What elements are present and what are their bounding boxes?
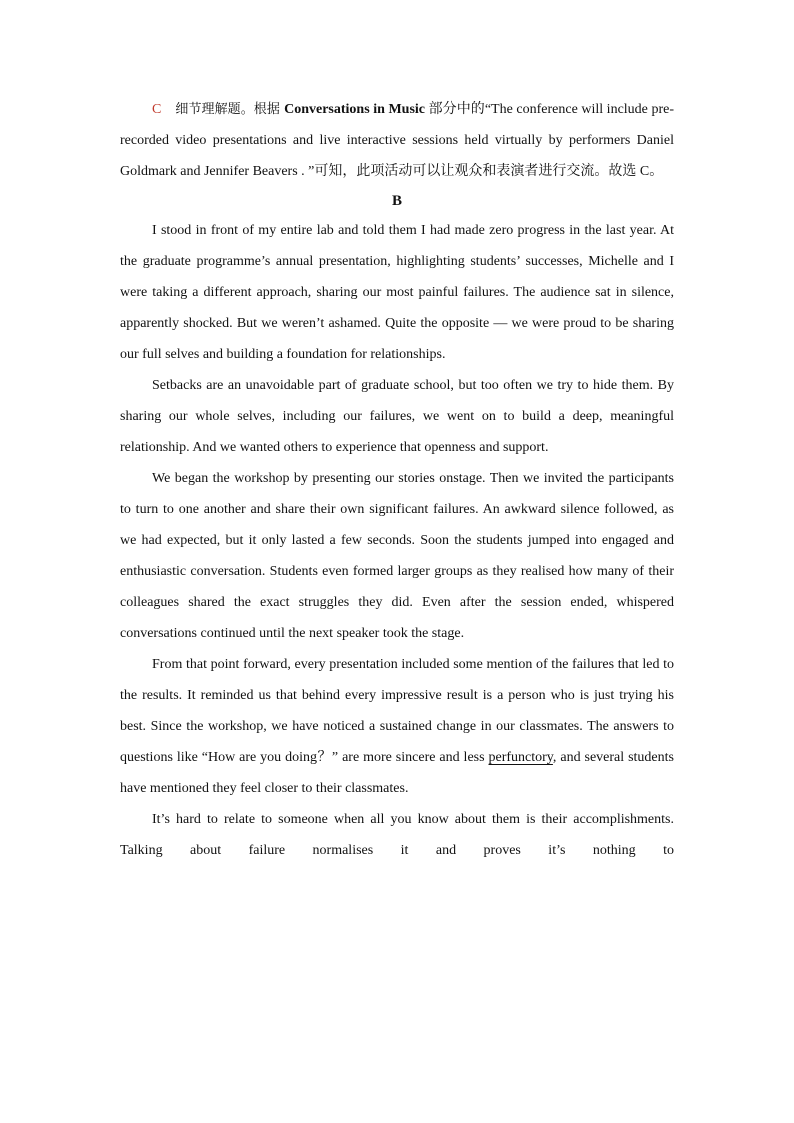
answer-explanation — [120, 94, 674, 187]
underlined-word: perfunctory — [488, 750, 553, 765]
passage-paragraph-3: We began the workshop by presenting our stories onstage. Then we invited the participants to turn to one another and share their own significant failures. An awkward silence followed, as we had expected, but it only lasted a few seconds. Soon the students jumped into engaged and enthusiastic conversation. Students even formed larger groups as they realised how many of their colleagues shared the exact struggles they did. Even after the session ended, whispered conversations continued until the next speaker took the stage. — [120, 471, 674, 641]
paragraph-4-after: , and several students have mentioned they feel closer to their classmates. — [120, 750, 674, 796]
passage-paragraph-5: It’s hard to relate to someone when all you know about them is their accomplishments. Talking about failure normalises it and proves it’s nothing to — [120, 812, 674, 858]
passage-paragraph-1: I stood in front of my entire lab and told them I had made zero progress in the last year. At the graduate programme’s annual presentation, highlighting students’ successes, Michelle and I were taking a different approach, sharing our most painful failures. The audience sat in silence, apparently shocked. But we weren’t ashamed. Quite the opposite — we were proud to be sharing our full selves and building a foundation for relationships. — [120, 223, 674, 362]
passage-paragraph-4 — [120, 649, 674, 804]
section-title: B — [391, 193, 402, 209]
paragraph-4-before: From that point forward, every presentation included some mention of the failures that led to the results. It reminded us that behind every impressive result is a person who is just trying his best. Since the workshop, we have noticed a sustained change in our classmates. The answers to questions like “How are you doing？” are more sincere and less — [120, 657, 674, 765]
answer-section-name: Conversations in Music — [284, 102, 426, 117]
answer-text-c: 部分中的“The conference will include pre-recorded video presentations and live interactive sessions held virtually by performers Daniel Goldmark and Jennifer Beavers . ”可知，此项活动可以让观众和表演者进行交流。故选 C。 — [120, 102, 674, 179]
passage-paragraph-2: Setbacks are an unavoidable part of graduate school, but too often we try to hide them. By sharing our whole selves, including our failures, we went on to build a deep, meaningful relationship. And we wanted others to experience that openness and support. — [120, 378, 674, 455]
answer-text-a: 细节理解题。根据 — [175, 102, 285, 117]
answer-letter: C — [152, 102, 162, 117]
